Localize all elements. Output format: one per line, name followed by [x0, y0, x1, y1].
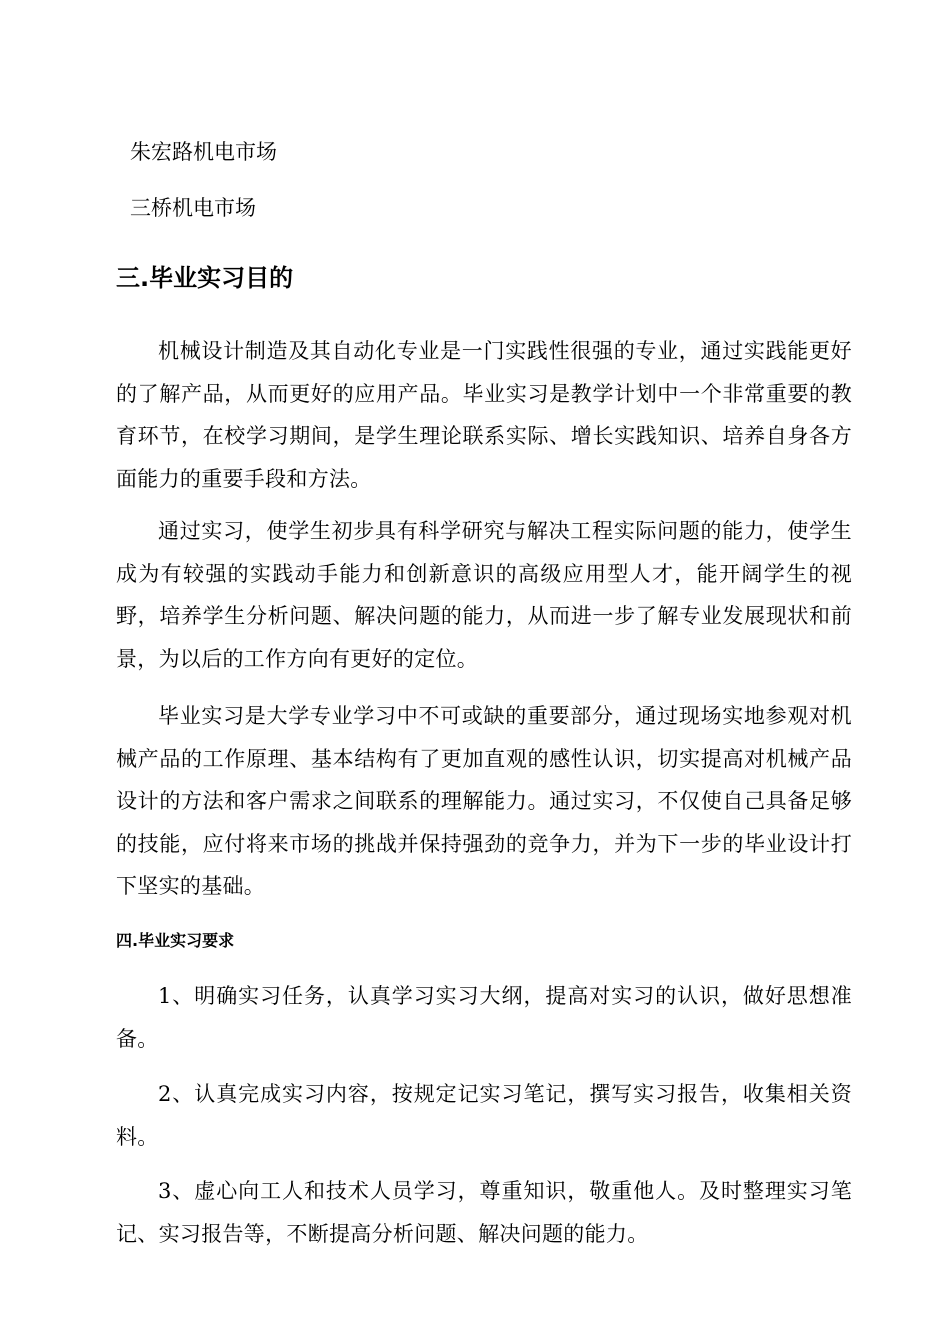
market-list-item: 三桥机电市场: [130, 196, 256, 220]
market-list-item: 朱宏路机电市场: [130, 140, 277, 164]
requirement-item: 3、虚心向工人和技术人员学习，尊重知识，敬重他人。及时整理实习笔记、实习报告等，不断提高分析问题、解决问题的能力。: [116, 1179, 852, 1246]
requirement-item: 1、明确实习任务，认真学习实习大纲，提高对实习的认识，做好思想准备。: [116, 984, 852, 1051]
paragraph: 通过实习，使学生初步具有科学研究与解决工程实际问题的能力，使学生成为有较强的实践动手能力和创新意识的高级应用型人才，能开阔学生的视野，培养学生分析问题、解决问题的能力，从而进一步了解专业发展现状和前景，为以后的工作方向有更好的定位。: [116, 519, 852, 671]
section-heading-purpose: 三.毕业实习目的: [116, 264, 294, 292]
section-heading-requirements: 四.毕业实习要求: [116, 931, 235, 950]
paragraph: 毕业实习是大学专业学习中不可或缺的重要部分，通过现场实地参观对机械产品的工作原理、基本结构有了更加直观的感性认识，切实提高对机械产品设计的方法和客户需求之间联系的理解能力。通过实习，不仅使自己具备足够的技能，应付将来市场的挑战并保持强劲的竞争力，并为下一步的毕业设计打下坚实的基础。: [116, 704, 852, 898]
paragraph: 机械设计制造及其自动化专业是一门实践性很强的专业，通过实践能更好的了解产品，从而更好的应用产品。毕业实习是教学计划中一个非常重要的教育环节，在校学习期间，是学生理论联系实际、增长实践知识、培养自身各方面能力的重要手段和方法。: [116, 339, 852, 491]
requirement-item: 2、认真完成实习内容，按规定记实习笔记，撰写实习报告，收集相关资料。: [116, 1082, 852, 1149]
